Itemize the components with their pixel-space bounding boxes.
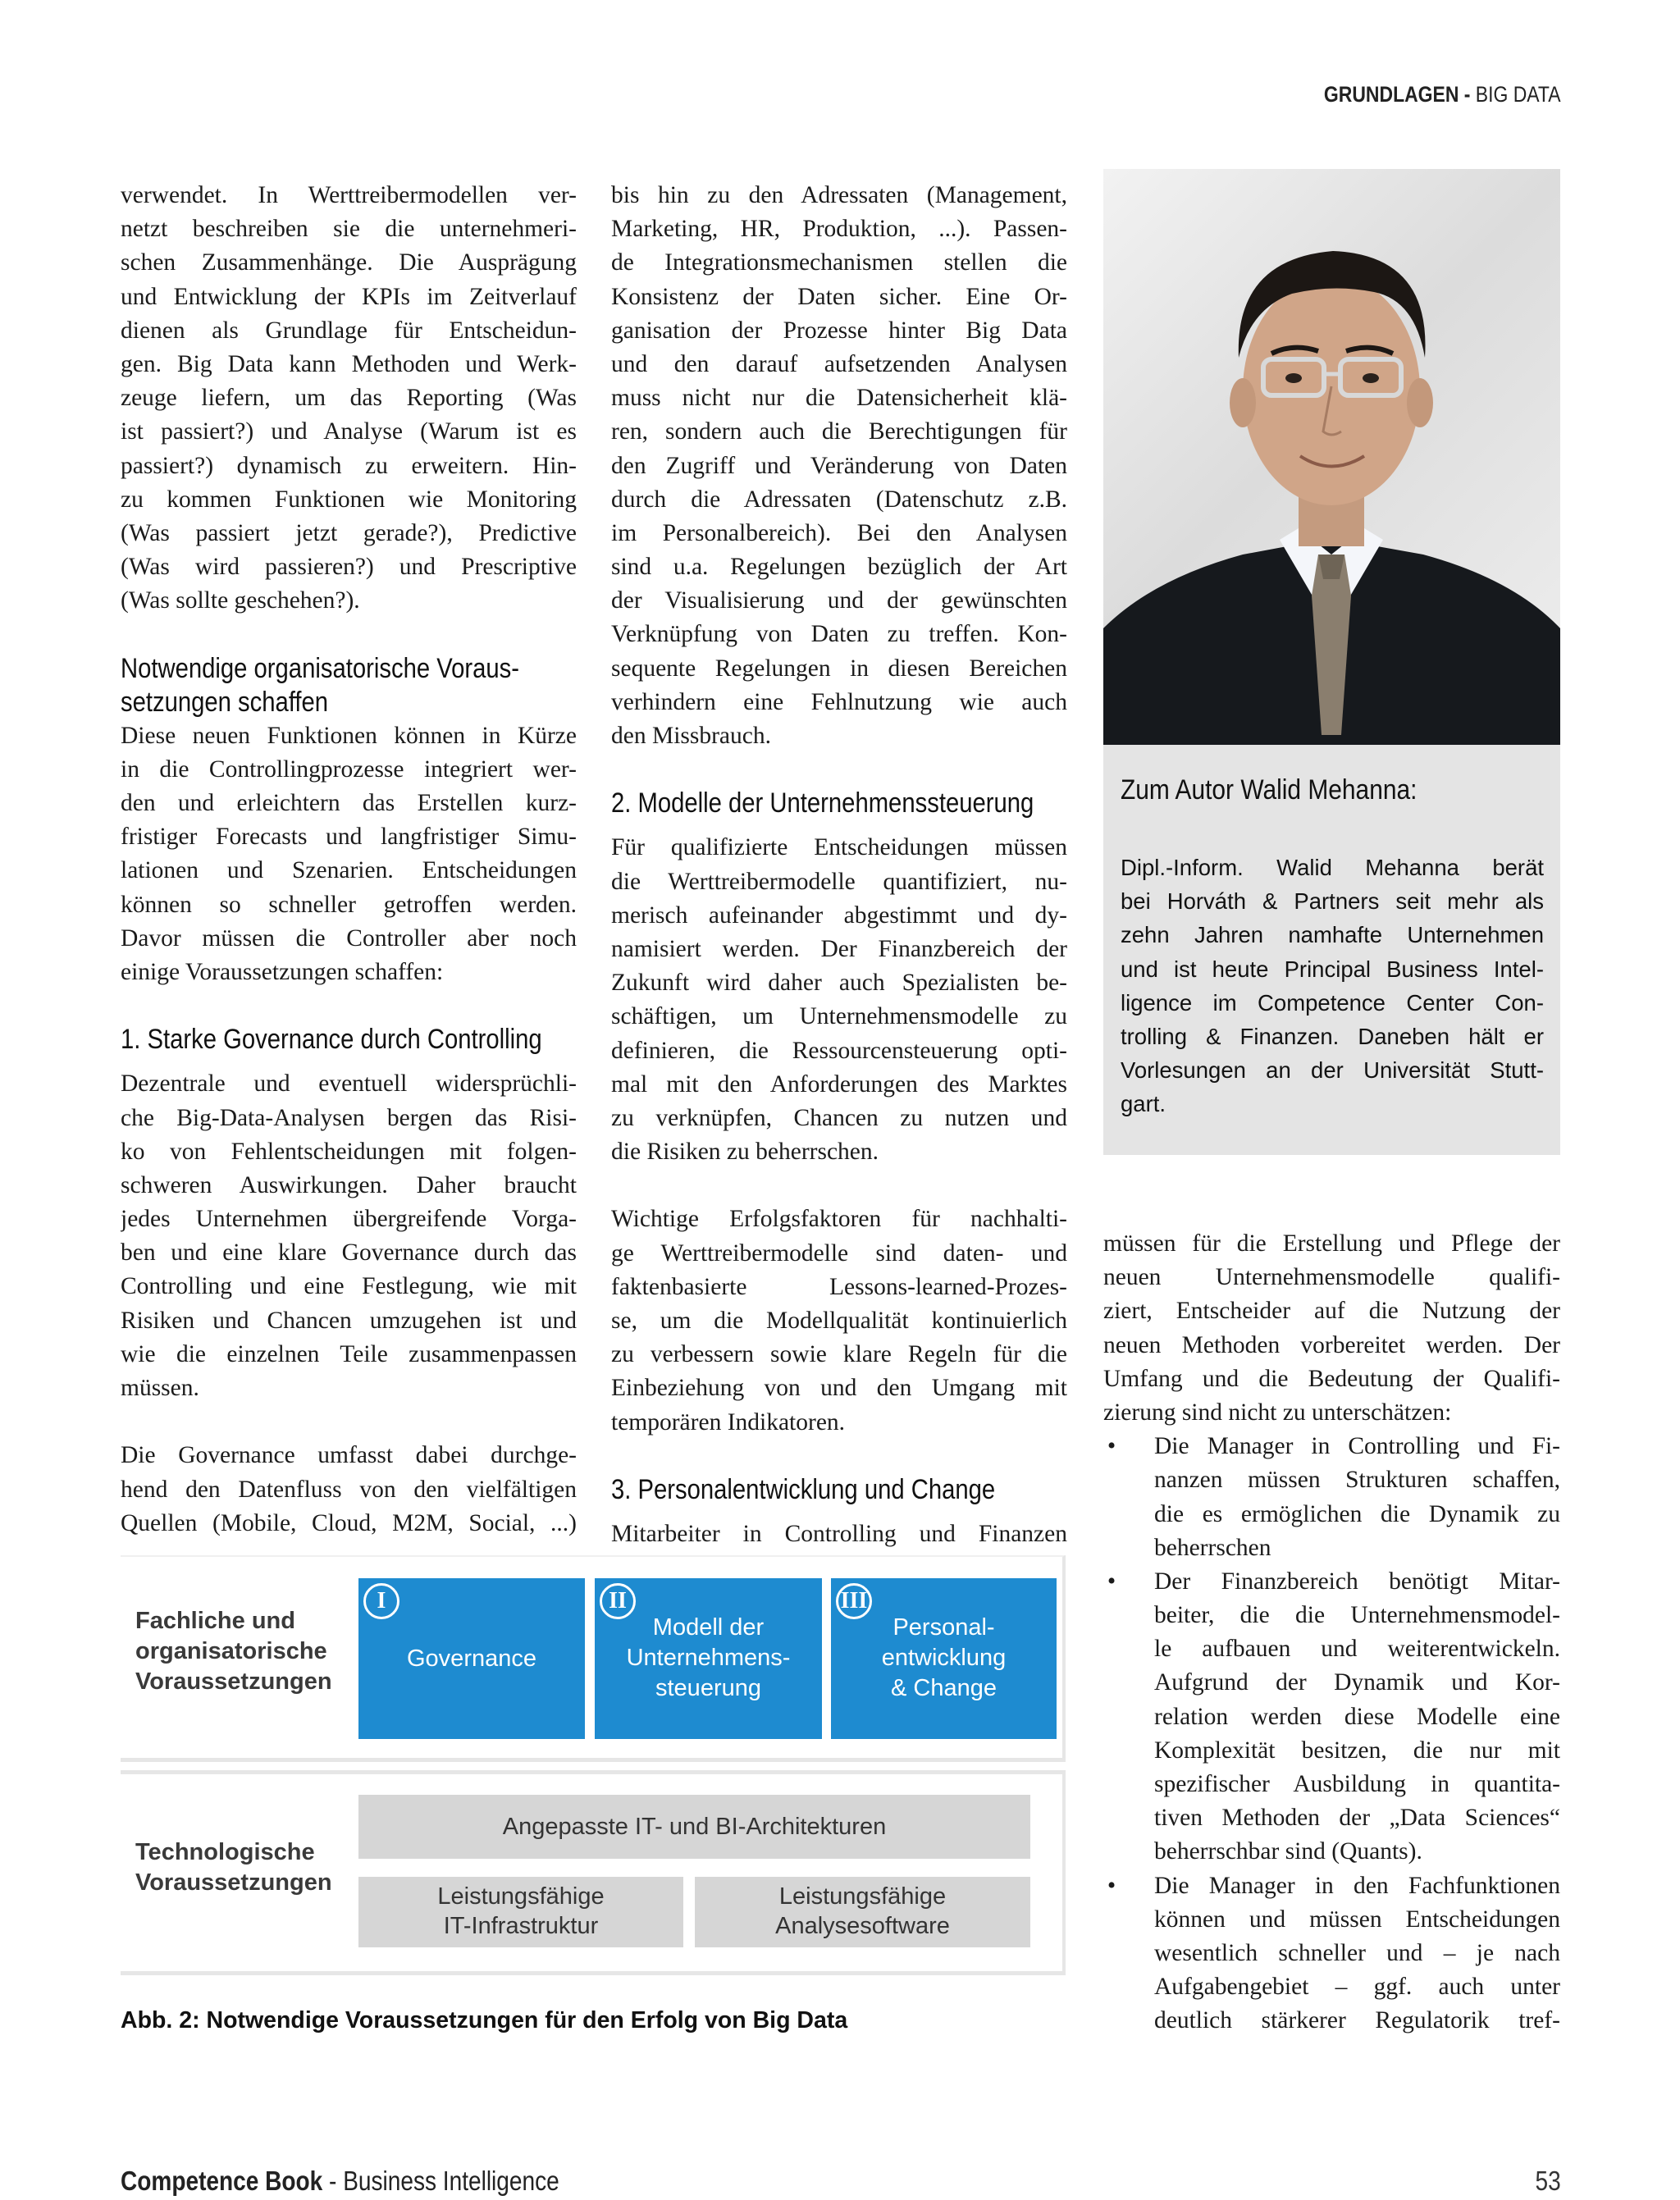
- label-line: Voraussetzungen: [135, 1869, 332, 1896]
- text-line: beherrschen: [1154, 1534, 1271, 1561]
- box-text-line: Leistungsfähige: [778, 1883, 947, 1910]
- text-line: Aufgabengebiet – ggf. auch unter: [1154, 1974, 1560, 2001]
- text-line: Davor müssen die Controller aber noch: [121, 924, 577, 952]
- text-line: im Personalbereich). Bei den Analysen: [611, 519, 1067, 546]
- box-it-bi-architecture: [358, 1795, 1030, 1859]
- text-line: den Missbrauch.: [611, 723, 771, 749]
- heading-line: setzungen schaffen: [121, 686, 329, 718]
- section-heading-models: [611, 787, 1067, 831]
- text-line: (Was passiert jetzt gerade?), Predictive: [121, 519, 577, 546]
- text-line: müssen für die Erstellung und Pflege der: [1103, 1230, 1560, 1257]
- box-text-line: Analysesoftware: [775, 1913, 950, 1939]
- text-line: hend den Datenfluss von den vielfältigen: [121, 1476, 577, 1503]
- col2-para3: [611, 1203, 1067, 1439]
- text-line: die Werttreibermodelle quantifiziert, nu-: [611, 868, 1067, 895]
- box-personnel: [831, 1578, 1057, 1739]
- running-header: [1324, 82, 1561, 107]
- text-line: faktenbasierte Lessons-learned-Prozes-: [611, 1273, 1067, 1300]
- text-line: Dipl.-Inform. Walid Mehanna berät: [1121, 855, 1544, 880]
- text-line: muss nicht nur die Datensicherheit klä-: [611, 385, 1067, 412]
- text-line: Aufgrund der Dynamik und Kor-: [1154, 1669, 1560, 1696]
- text-line: temporären Indikatoren.: [611, 1408, 846, 1435]
- text-line: Die Manager in Controlling und Fi-: [1154, 1433, 1560, 1460]
- text-line: ko von Fehlentscheidungen mit folgen-: [121, 1138, 577, 1165]
- text-line: sequente Regelungen in diesen Bereichen: [611, 655, 1067, 682]
- heading-line: 2. Modelle der Unternehmenssteuerung: [611, 787, 1034, 819]
- header-separator: -: [1459, 82, 1477, 107]
- text-line: Einbeziehung von und den Umgang mit: [611, 1375, 1067, 1402]
- text-line: den und erleichtern das Erstellen kurz-: [121, 790, 577, 816]
- text-line: Quellen (Mobile, Cloud, M2M, Social, ...): [121, 1509, 577, 1536]
- box-text-line: Modell der: [652, 1614, 765, 1641]
- list-item: [1103, 1565, 1560, 1869]
- text-line: trolling & Finanzen. Daneben hält er: [1121, 1023, 1544, 1049]
- label-line: Fachliche und: [135, 1608, 295, 1634]
- text-line: schen Zusammenhänge. Die Ausprägung: [121, 249, 577, 276]
- header-section: GRUNDLAGEN: [1324, 82, 1459, 107]
- text-line: passiert?) dynamisch zu erweitern. Hin-: [121, 452, 577, 479]
- text-line: ligence im Competence Center Con-: [1121, 989, 1544, 1016]
- figure-diagram: [121, 1555, 1064, 1974]
- box-it-infrastructure: [358, 1877, 683, 1947]
- footer-book: Competence Book: [121, 2166, 323, 2196]
- text-line: gart.: [1121, 1091, 1166, 1117]
- box-text-line: Unternehmens-: [626, 1645, 791, 1671]
- footer-separator: -: [322, 2166, 344, 2196]
- portrait-illustration: [1103, 169, 1560, 745]
- text-line: Diese neuen Funktionen können in Kürze: [121, 722, 577, 749]
- text-line: Marketing, HR, Produktion, ...). Passen-: [611, 216, 1067, 243]
- author-title: Zum Autor Walid Mehanna:: [1121, 774, 1418, 806]
- text-line: spezifischer Ausbildung in quantita-: [1154, 1771, 1560, 1797]
- text-line: verwendet. In Werttreibermodellen ver-: [121, 182, 577, 208]
- list-item: [1103, 1430, 1560, 1565]
- text-line: Die Manager in den Fachfunktionen: [1154, 1872, 1560, 1899]
- text-line: die Risiken zu beherrschen.: [611, 1139, 879, 1166]
- text-line: de Integrationsmechanismen stellen die: [611, 249, 1067, 276]
- text-line: tiven Methoden der „Data Sciences“: [1154, 1805, 1560, 1832]
- text-line: Verknüpfung von Daten zu treffen. Kon-: [611, 621, 1067, 648]
- author-photo: [1103, 169, 1560, 745]
- text-line: durch die Adressaten (Datenschutz z.B.: [611, 486, 1067, 513]
- text-line: neuen Unternehmensmodelle qualifi-: [1103, 1264, 1560, 1291]
- text-line: le aufbauen und weiterentwickeln.: [1154, 1636, 1560, 1663]
- box-text-line: Governance: [407, 1645, 536, 1672]
- numeral-badge: III: [836, 1583, 872, 1619]
- figure-caption: Abb. 2: Notwendige Voraussetzungen für den Erfolg von Big Data: [121, 2007, 848, 2033]
- text-line: che Big-Data-Analysen bergen das Risi-: [121, 1104, 577, 1131]
- column-1: [121, 179, 577, 1540]
- text-line: Dezentrale und eventuell widersprüchli-: [121, 1070, 577, 1098]
- text-line: Mitarbeiter in Controlling und Finanzen: [611, 1520, 1067, 1547]
- text-line: ist passiert?) und Analyse (Warum ist es: [121, 418, 577, 445]
- section-heading-personnel: [611, 1473, 1067, 1518]
- text-line: (Was sollte geschehen?).: [121, 587, 360, 614]
- footer-book-title: [121, 2166, 559, 2197]
- text-line: ren, sondern auch die Berechtigungen für: [611, 418, 1067, 445]
- box-text-line: Personal-: [892, 1614, 995, 1641]
- text-line: merisch aufeinander abgestimmt und dy-: [611, 901, 1067, 929]
- text-line: zu kommen Funktionen wie Monitoring: [121, 486, 577, 513]
- text-line: Umfang und die Bedeutung der Qualifi-: [1103, 1365, 1560, 1392]
- box-text-line: IT-Infrastruktur: [443, 1913, 599, 1939]
- text-line: neuen Methoden vorbereitet werden. Der: [1103, 1331, 1560, 1358]
- text-line: beiter, die die Unternehmensmodel-: [1154, 1602, 1560, 1629]
- text-line: Die Governance umfasst dabei durchge-: [121, 1442, 577, 1469]
- page-number: 53: [1535, 2166, 1561, 2196]
- section-heading-governance: [121, 1023, 577, 1067]
- text-line: können und müssen Entscheidungen: [1154, 1906, 1560, 1933]
- text-line: schweren Auswirkungen. Daher braucht: [121, 1171, 577, 1198]
- text-line: netzt beschreiben sie die unternehmeri-: [121, 216, 577, 243]
- text-line: Konsistenz der Daten sicher. Eine Or-: [611, 283, 1067, 310]
- box-governance: [358, 1578, 585, 1739]
- text-line: Zukunft wird daher auch Spezialisten be-: [611, 970, 1067, 997]
- label-line: organisatorische: [135, 1638, 327, 1664]
- box-text-line: Leistungsfähige: [437, 1883, 605, 1910]
- text-line: zu verknüpfen, Chancen zu nutzen und: [611, 1104, 1067, 1131]
- text-line: zu verbessern sowie klare Regeln für die: [611, 1341, 1067, 1368]
- text-line: (Was wird passieren?) und Prescriptive: [121, 554, 577, 581]
- text-line: schäftigen, um Unternehmensmodelle zu: [611, 1003, 1067, 1030]
- text-line: und ist heute Principal Business Intel-: [1121, 956, 1544, 982]
- text-line: gen. Big Data kann Methoden und Werk-: [121, 350, 577, 377]
- footer-subject: Business Intelligence: [343, 2166, 559, 2196]
- text-line: zehn Jahren namhafte Unternehmen: [1121, 922, 1544, 948]
- text-line: relation werden diese Modelle eine: [1154, 1703, 1560, 1730]
- box-text-line: steuerung: [655, 1675, 761, 1701]
- text-line: nanzen müssen Strukturen schaffen,: [1154, 1467, 1560, 1494]
- col2-para4: [611, 1518, 1067, 1551]
- text-line: bis hin zu den Adressaten (Management,: [611, 182, 1067, 208]
- text-line: definieren, die Ressourcensteuerung opti-: [611, 1037, 1067, 1064]
- text-line: dienen als Grundlage für Entscheidun-: [121, 317, 577, 344]
- numeral-badge: II: [600, 1583, 636, 1619]
- text-line: Controlling und eine Festlegung, wie mit: [121, 1273, 577, 1300]
- text-line: der Visualisierung und der gewünschten: [611, 587, 1067, 614]
- heading-line: Notwendige organisatorische Voraus-: [121, 652, 519, 684]
- text-line: die es ermöglichen die Dynamik zu: [1154, 1500, 1560, 1527]
- numeral-badge: I: [363, 1583, 399, 1619]
- section-heading-org: [121, 652, 577, 719]
- text-line: sind u.a. Regelungen bezüglich der Art: [611, 554, 1067, 581]
- text-line: jedes Unternehmen übergreifende Vorga-: [121, 1206, 577, 1233]
- text-line: Für qualifizierte Entscheidungen müssen: [611, 834, 1067, 861]
- col2-para2: [611, 831, 1067, 1169]
- text-line: ge Werttreibermodelle sind daten- und: [611, 1239, 1067, 1267]
- text-line: den Zugriff und Veränderung von Daten: [611, 452, 1067, 479]
- text-line: wesentlich schneller und – je nach: [1154, 1939, 1560, 1966]
- author-bio: [1121, 851, 1544, 1121]
- bullet-icon: •: [1107, 1568, 1116, 1595]
- text-line: zeuge liefern, um das Reporting (Was: [121, 385, 577, 412]
- col2-para1: [611, 179, 1067, 753]
- text-line: ben und eine klare Governance durch das: [121, 1239, 577, 1267]
- heading-line: 3. Personalentwicklung und Change: [611, 1473, 996, 1505]
- text-line: Wichtige Erfolgsfaktoren für nachhalti-: [611, 1206, 1067, 1233]
- label-line: Voraussetzungen: [135, 1668, 332, 1695]
- text-line: lationen und Szenarien. Entscheidungen: [121, 857, 577, 884]
- text-line: beherrschbar sind (Quants).: [1154, 1838, 1422, 1865]
- box-analytics-software: [695, 1877, 1030, 1947]
- text-line: Risiken und Chancen umzugehen ist und: [121, 1307, 577, 1334]
- label-line: Technologische: [135, 1839, 315, 1865]
- text-line: und Entwicklung der KPIs im Zeitverlauf: [121, 283, 577, 310]
- text-line: Der Finanzbereich benötigt Mitar-: [1154, 1568, 1560, 1595]
- text-line: mal mit den Anforderungen des Marktes: [611, 1070, 1067, 1098]
- text-line: müssen.: [121, 1375, 199, 1401]
- text-line: zierung sind nicht zu unterschätzen:: [1103, 1399, 1452, 1426]
- tech-requirements-label: [135, 1837, 332, 1898]
- text-line: ziert, Entscheider auf die Nutzung der: [1103, 1298, 1560, 1325]
- text-line: können so schneller getroffen werden.: [121, 891, 577, 918]
- column-2: [611, 179, 1067, 1551]
- text-line: ganisation der Prozesse hinter Big Data: [611, 317, 1067, 344]
- text-line: namisiert werden. Der Finanzbereich der: [611, 935, 1067, 962]
- text-line: verhindern eine Fehlnutzung wie auch: [611, 688, 1067, 715]
- col3-para: [1103, 1227, 1560, 1430]
- header-topic: BIG DATA: [1476, 82, 1561, 107]
- text-line: Komplexität besitzen, die nur mit: [1154, 1737, 1560, 1764]
- text-line: und den darauf aufsetzenden Analysen: [611, 350, 1067, 377]
- col1-para1: [121, 719, 577, 990]
- text-line: wie die einzelnen Teile zusammenpassen: [121, 1340, 577, 1367]
- author-box: [1103, 745, 1560, 1155]
- col1-para3: [121, 1439, 577, 1540]
- text-line: einige Voraussetzungen schaffen:: [121, 958, 444, 985]
- heading-line: 1. Starke Governance durch Controlling: [121, 1024, 542, 1056]
- box-text-line: Angepasste IT- und BI-Architekturen: [502, 1814, 887, 1840]
- org-requirements-label: [135, 1606, 332, 1697]
- column-3: [1103, 1227, 1560, 2038]
- text-line: bei Horváth & Partners seit mehr als: [1121, 888, 1544, 915]
- list-item: [1103, 1869, 1560, 2038]
- text-line: deutlich stärkerer Regulatorik tref-: [1154, 2007, 1560, 2034]
- box-enterprise-model: [595, 1578, 822, 1739]
- text-line: fristiger Forecasts und langfristiger Simu-: [121, 824, 577, 851]
- col1-para2: [121, 1067, 577, 1405]
- bullet-icon: •: [1107, 1433, 1116, 1460]
- bullet-icon: •: [1107, 1872, 1116, 1899]
- box-text-line: & Change: [891, 1675, 997, 1701]
- box-text-line: entwicklung: [881, 1645, 1007, 1671]
- text-line: in die Controllingprozesse integriert wer-: [121, 755, 577, 783]
- col1-intro: [121, 179, 577, 618]
- text-line: se, um die Modellqualität kontinuierlich: [611, 1308, 1067, 1334]
- text-line: Vorlesungen an der Universität Stutt-: [1121, 1057, 1544, 1084]
